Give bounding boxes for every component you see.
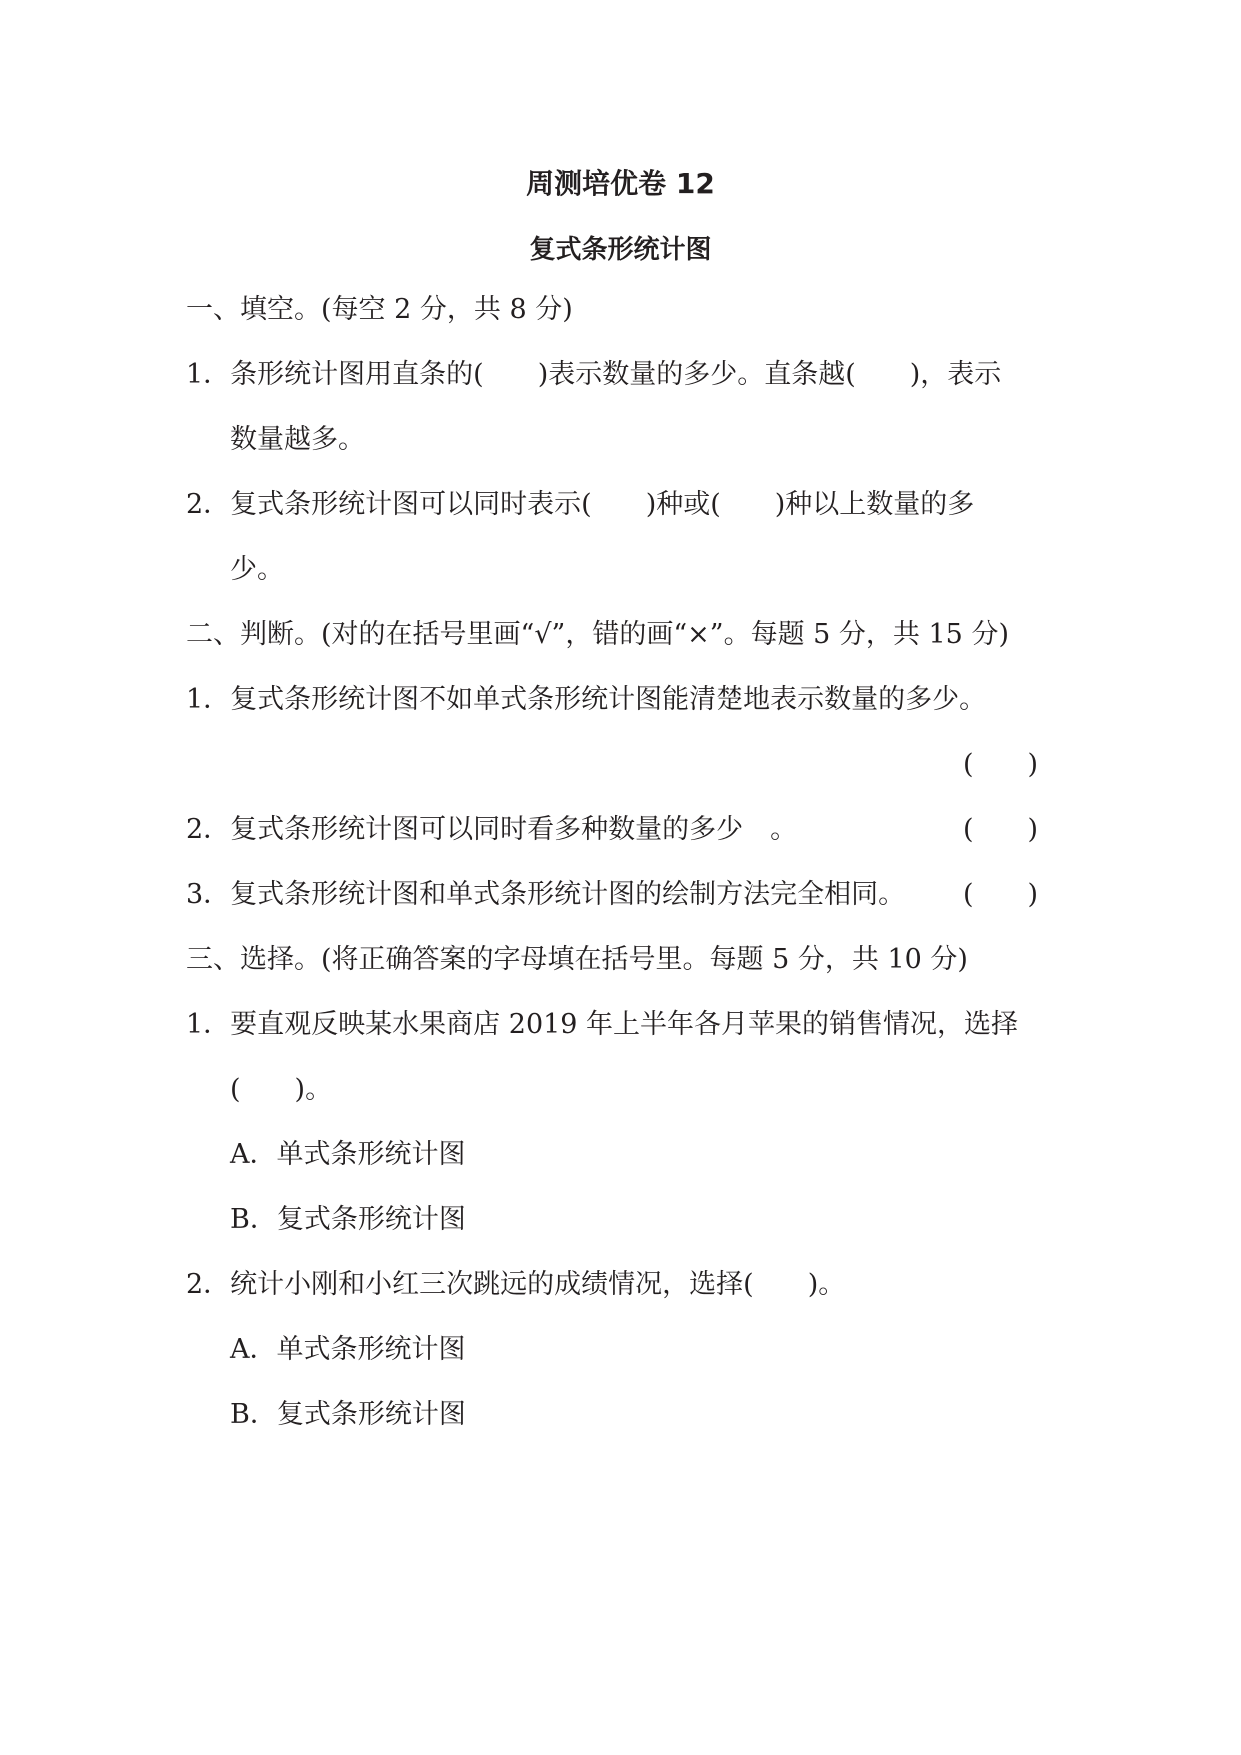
section1-heading: 一、填空。(每空 2 分，共 8 分)	[186, 294, 573, 325]
section3-q2-option-b[interactable]: B．复式条形统计图	[230, 1399, 466, 1430]
section1-q2-line1: 2．复式条形统计图可以同时表示( )种或( )种以上数量的多	[186, 489, 975, 520]
section1-q1-line1: 1．条形统计图用直条的( )表示数量的多少。直条越( )，表示	[186, 359, 1002, 390]
section2-q3-text: 3．复式条形统计图和单式条形统计图的绘制方法完全相同。	[186, 879, 906, 910]
page-subtitle: 复式条形统计图	[529, 235, 712, 265]
section1-q2-line2: 少。	[230, 554, 284, 585]
section3-q2-line1: 2．统计小刚和小红三次跳远的成绩情况，选择( )。	[186, 1269, 846, 1300]
section3-q1-option-a[interactable]: A．单式条形统计图	[230, 1139, 466, 1170]
section2-q1-answer-bracket[interactable]: ( )	[963, 749, 1039, 780]
section3-q2-option-a[interactable]: A．单式条形统计图	[230, 1334, 466, 1365]
section3-q1-option-b[interactable]: B．复式条形统计图	[230, 1204, 466, 1235]
section3-q1-line1: 1．要直观反映某水果商店 2019 年上半年各月苹果的销售情况，选择	[186, 1009, 1019, 1040]
section3-q1-line2[interactable]: ( )。	[230, 1074, 333, 1105]
page-title: 周测培优卷 12	[526, 167, 715, 200]
section2-heading: 二、判断。(对的在括号里画“√”，错的画“×”。每题 5 分，共 15 分)	[186, 619, 1009, 650]
section2-q2-answer-bracket[interactable]: ( )	[963, 814, 1039, 845]
section2-q3-answer-bracket[interactable]: ( )	[963, 879, 1039, 910]
section2-q2-text: 2．复式条形统计图可以同时看多种数量的多少 。	[186, 814, 798, 845]
section3-heading: 三、选择。(将正确答案的字母填在括号里。每题 5 分，共 10 分)	[186, 944, 968, 975]
section1-q1-line2: 数量越多。	[230, 424, 365, 455]
section2-q1-text: 1．复式条形统计图不如单式条形统计图能清楚地表示数量的多少。	[186, 684, 987, 715]
